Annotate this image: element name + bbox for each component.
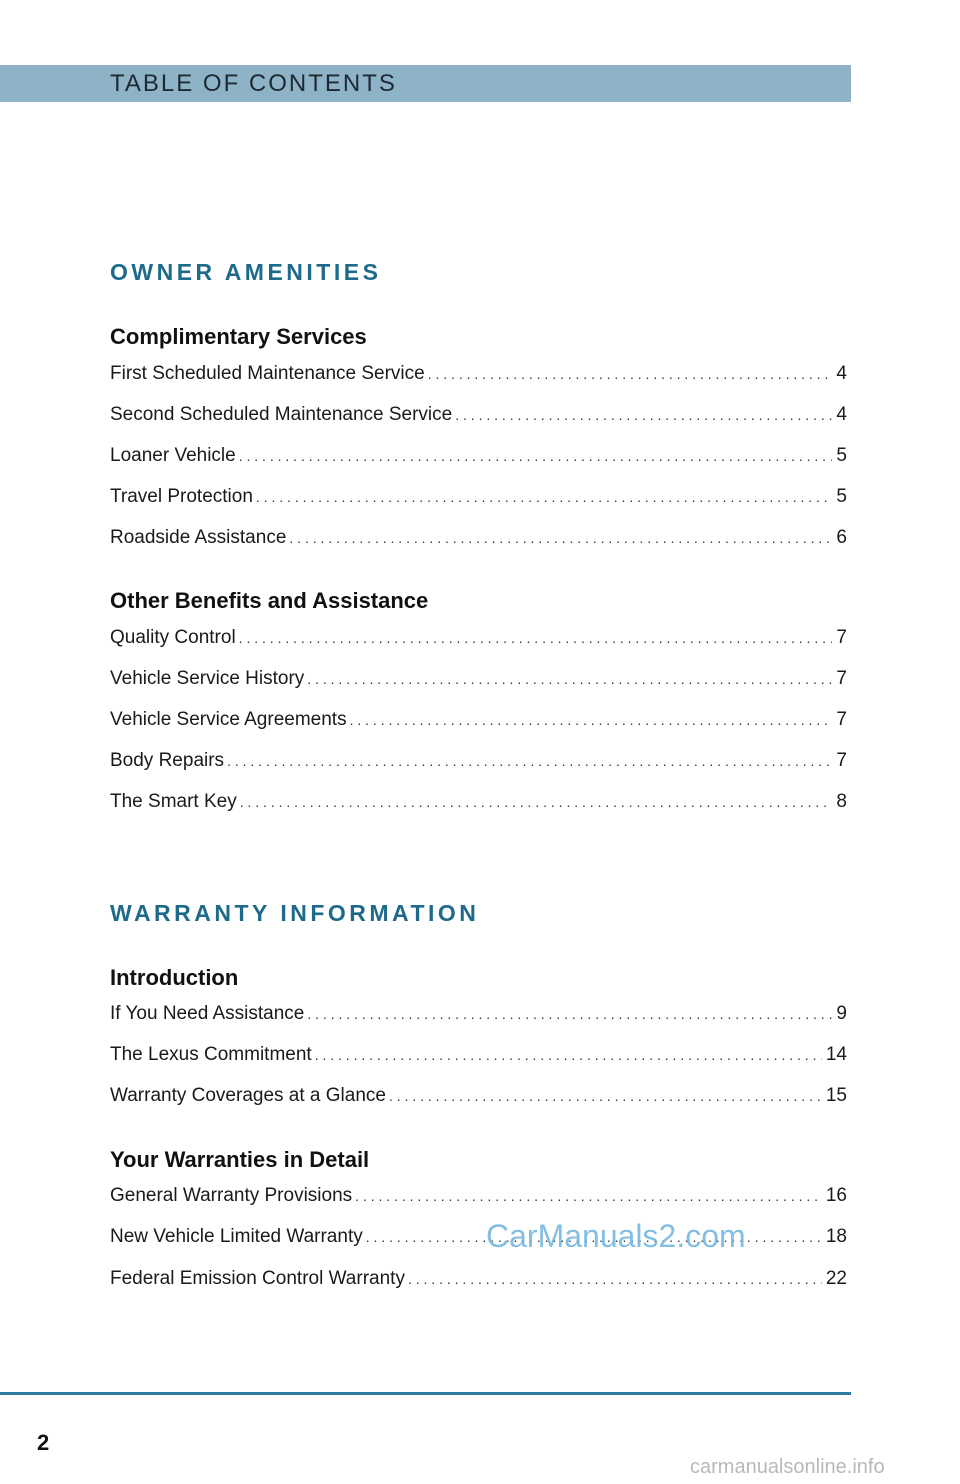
toc-entry-label: The Lexus Commitment: [110, 1044, 312, 1065]
dot-leader: [256, 489, 833, 505]
toc-entry[interactable]: [110, 627, 847, 653]
footer-rule: [0, 1392, 851, 1395]
subheading-your-warranties: Your Warranties in Detail: [110, 1147, 370, 1172]
dot-leader: [239, 630, 833, 646]
toc-entry[interactable]: [110, 668, 847, 694]
toc-entry-page: 8: [836, 791, 847, 812]
toc-entry[interactable]: [110, 1185, 847, 1211]
toc-entry-page: 5: [836, 445, 847, 466]
dot-leader: [289, 530, 832, 546]
toc-entry-label: First Scheduled Maintenance Service: [110, 363, 425, 384]
dot-leader: [389, 1088, 822, 1104]
toc-entry-page: 6: [836, 527, 847, 548]
toc-entry-page: 7: [836, 750, 847, 771]
toc-entry-page: 7: [836, 709, 847, 730]
toc-entry[interactable]: [110, 791, 847, 817]
toc-entry-label: Roadside Assistance: [110, 527, 287, 548]
dot-leader: [227, 753, 832, 769]
toc-entry[interactable]: [110, 363, 847, 389]
subheading-other-benefits: Other Benefits and Assistance: [110, 588, 429, 613]
header-bar: [0, 65, 851, 102]
toc-entry-page: 4: [836, 363, 847, 384]
toc-entry[interactable]: [110, 709, 847, 735]
toc-entry-label: New Vehicle Limited Warranty: [110, 1226, 363, 1247]
toc-entry-page: 7: [836, 627, 847, 648]
toc-entry-label: Vehicle Service History: [110, 668, 305, 689]
toc-entry-page: 14: [825, 1044, 847, 1065]
toc-entry-label: General Warranty Provisions: [110, 1185, 353, 1206]
section-heading-warranty-information: WARRANTY INFORMATION: [110, 900, 480, 926]
page-number: 2: [37, 1430, 50, 1455]
toc-entry-page: 9: [836, 1003, 847, 1024]
toc-entry[interactable]: [110, 1044, 847, 1070]
toc-entry-label: Travel Protection: [110, 486, 253, 507]
toc-entry[interactable]: [110, 486, 847, 512]
toc-entry[interactable]: [110, 1268, 847, 1294]
dot-leader: [455, 407, 832, 423]
toc-entry-label: The Smart Key: [110, 791, 237, 812]
toc-entry-page: 4: [836, 404, 847, 425]
dot-leader: [315, 1047, 822, 1063]
section-heading-owner-amenities: OWNER AMENITIES: [110, 259, 382, 285]
toc-entry-label: Quality Control: [110, 627, 236, 648]
toc-entry-label: Vehicle Service Agreements: [110, 709, 347, 730]
dot-leader: [355, 1188, 822, 1204]
dot-leader: [408, 1271, 822, 1287]
toc-entry[interactable]: [110, 1003, 847, 1029]
toc-entry-page: 5: [836, 486, 847, 507]
toc-entry[interactable]: [110, 750, 847, 776]
toc-entry[interactable]: [110, 1085, 847, 1111]
subheading-complimentary-services: Complimentary Services: [110, 324, 367, 349]
toc-entry-label: If You Need Assistance: [110, 1003, 305, 1024]
toc-entry-page: 15: [825, 1085, 847, 1106]
toc-entry[interactable]: [110, 404, 847, 430]
dot-leader: [307, 1006, 832, 1022]
toc-entry-page: 7: [836, 668, 847, 689]
dot-leader: [428, 366, 833, 382]
dot-leader: [350, 712, 833, 728]
toc-entry-label: Second Scheduled Maintenance Service: [110, 404, 453, 425]
toc-entry[interactable]: [110, 445, 847, 471]
dot-leader: [240, 794, 833, 810]
toc-entry-label: Federal Emission Control Warranty: [110, 1268, 405, 1289]
toc-entry-label: Body Repairs: [110, 750, 225, 771]
toc-entry-page: 22: [825, 1268, 847, 1289]
page-title: TABLE OF CONTENTS: [110, 70, 397, 97]
toc-entry-label: Loaner Vehicle: [110, 445, 236, 466]
toc-entry[interactable]: [110, 527, 847, 553]
site-watermark: carmanualsonline.info: [690, 1456, 885, 1478]
dot-leader: [307, 671, 832, 687]
subheading-introduction: Introduction: [110, 965, 239, 990]
watermark-overlay: CarManuals2.com: [486, 1218, 746, 1254]
toc-entry-page: 16: [825, 1185, 847, 1206]
toc-entry-label: Warranty Coverages at a Glance: [110, 1085, 386, 1106]
toc-entry-page: 18: [825, 1226, 847, 1247]
dot-leader: [239, 448, 833, 464]
